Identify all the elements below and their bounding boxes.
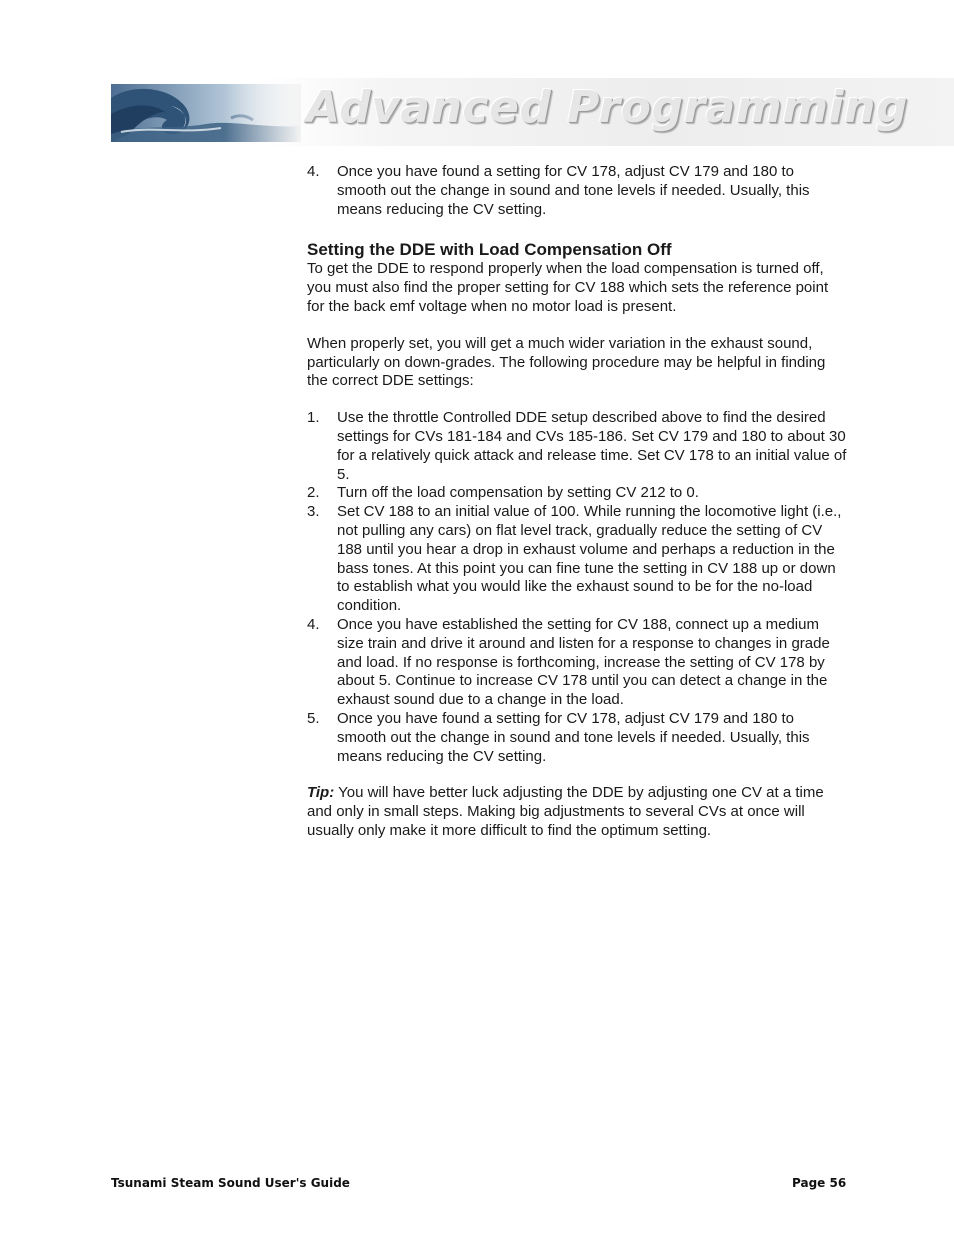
tip-paragraph <box>307 784 847 840</box>
list-item <box>307 409 847 484</box>
main-content <box>307 163 847 841</box>
tip-text: You will have better luck adjusting the DDE by adjusting one CV at a time and only in small steps. Making big adjustments to several CVs at once will usually only make it more difficult to find the optimum setting. <box>307 784 824 839</box>
list-item <box>307 710 847 766</box>
list-item <box>307 163 847 219</box>
list-text: Once you have established the setting for CV 188, connect up a medium size train and drive it around and listen for a response to changes in grade and load. If no response is forthcoming, increase the setting of CV 178 by about 5. Continue to increase CV 178 until you can detect a change in the exhaust sound due to a change in the load. <box>337 615 830 709</box>
list-text: Set CV 188 to an initial value of 100. While running the locomotive light (i.e., not pulling any cars) on flat level track, gradually reduce the setting of CV 188 until you hear a drop in exhaust volume and perhaps a reduction in the bass tones. At this point you can fine tune the setting in CV 188 up or down to establish what you would like the exhaust sound to be for the no-load condition. <box>337 503 842 615</box>
footer-page-number: Page 56 <box>792 1176 847 1190</box>
paragraph: When properly set, you will get a much wider variation in the exhaust sound, particularly on down-grades. The following procedure may be helpful in finding the correct DDE settings: <box>307 334 826 390</box>
list-text: Use the throttle Controlled DDE setup described above to find the desired settings for CVs 181-184 and CVs 185-186. Set CV 179 and 180 to about 30 for a relatively quick attack and release time. Set CV 178 to an initial value of 5. <box>337 409 847 483</box>
list-text: Turn off the load compensation by setting CV 212 to 0. <box>337 484 699 502</box>
list-number: 5. <box>307 709 320 727</box>
section-heading: Setting the DDE with Load Compensation Off <box>307 240 672 260</box>
list-number: 3. <box>307 503 320 521</box>
list-item <box>307 484 847 503</box>
wave-icon <box>111 84 301 142</box>
list-number: 2. <box>307 484 320 502</box>
list-text: Once you have found a setting for CV 178, adjust CV 179 and 180 to smooth out the change in sound and tone levels if needed. Usually, this means reducing the CV setting. <box>337 709 810 765</box>
paragraph: To get the DDE to respond properly when the load compensation is turned off, you must also find the proper setting for CV 188 which sets the reference point for the back emf voltage when no motor load is present. <box>307 260 829 315</box>
tip-label: Tip: <box>307 784 335 802</box>
list-item <box>307 616 847 710</box>
footer-guide-title: Tsunami Steam Sound User's Guide <box>111 1176 350 1190</box>
list-number: 4. <box>307 163 320 180</box>
list-number: 4. <box>307 615 320 633</box>
page-title: Advanced Programming <box>306 82 908 133</box>
continued-list <box>307 163 847 219</box>
list-number: 1. <box>307 409 320 427</box>
list-item <box>307 503 847 616</box>
list-text: Once you have found a setting for CV 178, adjust CV 179 and 180 to smooth out the change in sound and tone levels if needed. Usually, this means reducing the CV setting. <box>337 163 810 218</box>
procedure-list <box>307 409 847 766</box>
